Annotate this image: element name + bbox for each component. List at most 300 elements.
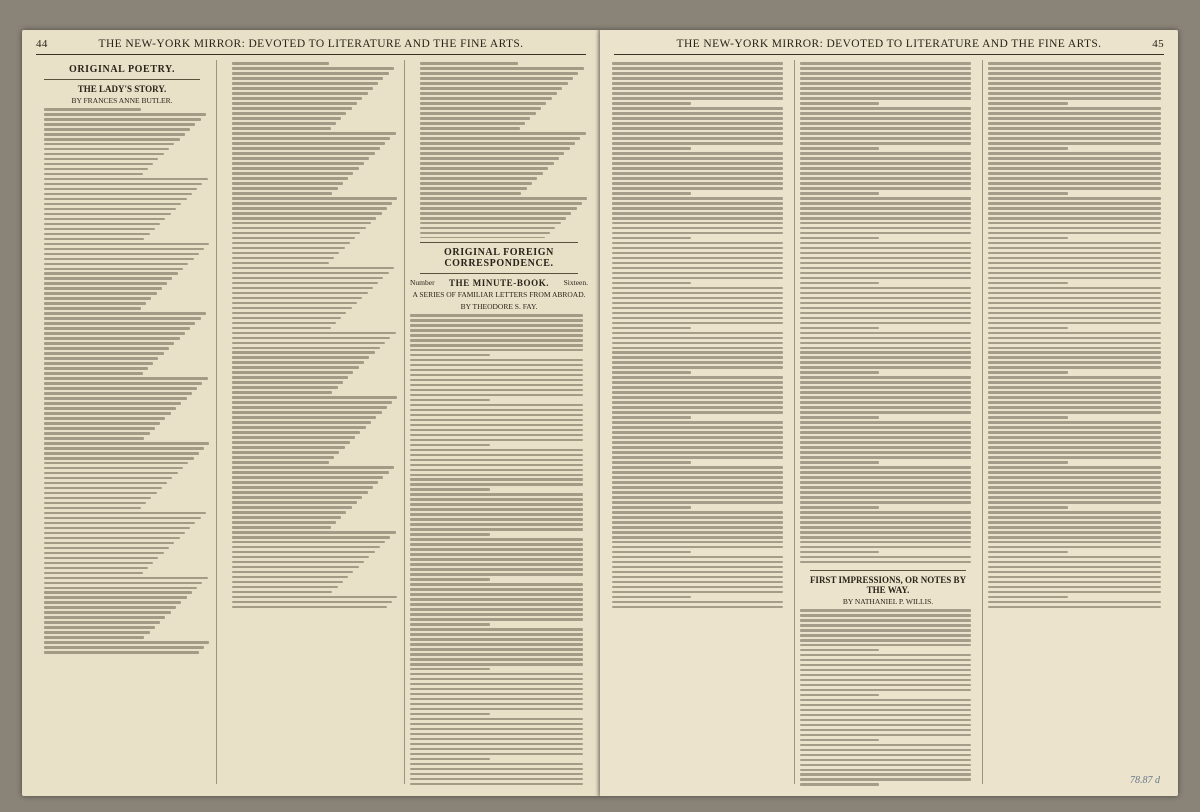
text-line <box>800 62 971 65</box>
text-line <box>988 187 1161 190</box>
text-line <box>232 312 346 315</box>
text-line <box>232 576 348 579</box>
text-line <box>612 122 783 125</box>
text-line <box>44 332 185 335</box>
pencil-annotation: 78.87 d <box>1130 775 1160 786</box>
text-line <box>420 192 521 195</box>
text-line <box>800 267 971 270</box>
series-subtitle: A SERIES OF FAMILIAR LETTERS FROM ABROAD. <box>412 290 586 299</box>
text-line <box>612 237 691 240</box>
text-line <box>988 202 1161 205</box>
letter-and-article-column <box>800 60 976 786</box>
text-line <box>800 481 971 484</box>
text-line <box>988 112 1161 115</box>
poem-text-block <box>34 108 210 654</box>
text-line <box>988 441 1161 444</box>
text-line <box>410 488 490 491</box>
text-line <box>44 342 174 345</box>
text-line <box>800 511 971 514</box>
text-line <box>44 467 183 470</box>
text-line <box>988 401 1161 404</box>
text-line <box>612 456 783 459</box>
poem-title: THE LADY'S STORY. <box>77 84 167 94</box>
text-line <box>44 412 171 415</box>
text-line <box>232 67 394 70</box>
text-line <box>612 601 783 604</box>
text-line <box>988 272 1161 275</box>
text-line <box>800 302 971 305</box>
text-line <box>410 409 583 412</box>
text-line <box>800 132 971 135</box>
text-line <box>232 601 392 604</box>
text-line <box>612 536 783 539</box>
text-line <box>232 411 382 414</box>
text-line <box>232 416 376 419</box>
text-line <box>232 237 355 240</box>
text-line <box>232 406 387 409</box>
text-line <box>420 157 559 160</box>
article-continued-column <box>988 60 1166 786</box>
text-line <box>410 588 583 591</box>
text-line <box>410 319 583 322</box>
text-line <box>988 446 1161 449</box>
text-line <box>612 117 783 120</box>
text-line <box>44 532 185 535</box>
right-page <box>600 30 1178 796</box>
text-line <box>410 314 583 317</box>
text-line <box>44 557 158 560</box>
text-line <box>420 197 587 200</box>
text-line <box>44 248 204 251</box>
text-line <box>232 202 392 205</box>
letter-text-block <box>410 314 588 786</box>
text-line <box>612 361 783 364</box>
text-line <box>232 446 345 449</box>
text-line <box>612 416 691 419</box>
text-line <box>800 486 971 489</box>
text-line <box>410 643 583 646</box>
text-line <box>800 541 971 544</box>
text-line <box>800 257 971 260</box>
text-line <box>612 137 783 140</box>
text-line <box>410 573 583 576</box>
text-line <box>232 132 396 135</box>
text-line <box>612 87 783 90</box>
text-line <box>612 177 783 180</box>
text-line <box>420 82 568 85</box>
text-line <box>232 421 371 424</box>
text-line <box>800 629 971 632</box>
text-line <box>232 332 396 335</box>
text-line <box>988 546 1161 549</box>
text-line <box>800 496 971 499</box>
text-line <box>988 122 1161 125</box>
text-line <box>988 601 1161 604</box>
text-line <box>800 317 971 320</box>
text-line <box>800 516 971 519</box>
text-line <box>410 424 583 427</box>
text-line <box>232 366 359 369</box>
text-line <box>232 137 390 140</box>
text-line <box>44 611 171 614</box>
text-line <box>800 689 971 692</box>
text-line <box>44 233 150 236</box>
text-line <box>988 496 1161 499</box>
section-rule <box>810 570 966 571</box>
text-line <box>44 178 208 181</box>
text-line <box>420 87 562 90</box>
text-line <box>612 212 783 215</box>
text-line <box>800 619 971 622</box>
text-line <box>612 252 783 255</box>
text-line <box>800 337 971 340</box>
text-line <box>232 356 369 359</box>
text-line <box>612 297 783 300</box>
text-line <box>232 77 383 80</box>
text-line <box>988 117 1161 120</box>
text-line <box>232 381 343 384</box>
text-line <box>800 506 879 509</box>
text-line <box>800 102 879 105</box>
text-line <box>44 302 146 305</box>
text-line <box>612 342 783 345</box>
text-line <box>988 197 1161 200</box>
text-line <box>988 356 1161 359</box>
text-line <box>800 624 971 627</box>
column-rule <box>794 60 795 784</box>
text-line <box>612 292 783 295</box>
text-line <box>44 437 144 440</box>
text-line <box>420 232 550 235</box>
text-line <box>410 553 583 556</box>
text-line <box>612 541 783 544</box>
text-line <box>988 327 1068 330</box>
text-line <box>44 636 144 639</box>
text-line <box>800 347 971 350</box>
text-line <box>410 394 583 397</box>
text-line <box>232 401 392 404</box>
text-line <box>410 633 583 636</box>
text-line <box>800 739 879 742</box>
text-line <box>800 694 879 697</box>
text-line <box>232 127 331 130</box>
text-line <box>988 466 1161 469</box>
text-line <box>612 77 783 80</box>
column-rule <box>982 60 983 784</box>
text-line <box>410 753 583 756</box>
text-line <box>44 387 197 390</box>
text-line <box>410 354 490 357</box>
right-page-header <box>614 38 1164 55</box>
text-line <box>800 287 971 290</box>
text-line <box>232 97 362 100</box>
text-line <box>44 497 151 500</box>
text-line <box>800 282 879 285</box>
text-line <box>44 322 195 325</box>
text-line <box>232 481 378 484</box>
text-line <box>44 477 172 480</box>
text-line <box>612 371 691 374</box>
text-line <box>612 107 783 110</box>
text-line <box>800 501 971 504</box>
text-line <box>410 493 583 496</box>
text-line <box>800 669 971 672</box>
text-line <box>232 257 334 260</box>
text-line <box>800 202 971 205</box>
text-line <box>232 556 369 559</box>
text-line <box>44 352 164 355</box>
text-line <box>612 471 783 474</box>
text-line <box>232 107 352 110</box>
text-line <box>44 402 181 405</box>
text-line <box>44 307 141 310</box>
text-line <box>612 157 783 160</box>
text-line <box>410 728 583 731</box>
text-line <box>612 307 783 310</box>
text-line <box>410 593 583 596</box>
text-line <box>800 172 971 175</box>
text-line <box>612 531 783 534</box>
text-line <box>232 217 376 220</box>
text-line <box>612 182 783 185</box>
text-line <box>44 362 153 365</box>
text-line <box>232 391 332 394</box>
text-line <box>988 72 1161 75</box>
text-line <box>232 501 357 504</box>
text-line <box>800 674 971 677</box>
text-line <box>232 317 341 320</box>
text-line <box>612 152 783 155</box>
text-line <box>988 521 1161 524</box>
text-line <box>410 628 583 631</box>
text-line <box>800 644 971 647</box>
text-line <box>800 252 971 255</box>
text-line <box>44 417 165 420</box>
text-line <box>232 476 383 479</box>
text-line <box>612 436 783 439</box>
text-line <box>232 581 343 584</box>
left-page <box>22 30 600 796</box>
text-line <box>232 541 385 544</box>
text-line <box>988 451 1161 454</box>
text-line <box>410 678 583 681</box>
text-line <box>232 327 331 330</box>
text-line <box>410 723 583 726</box>
text-line <box>800 127 971 130</box>
text-line <box>612 322 783 325</box>
text-line <box>410 329 583 332</box>
text-line <box>410 743 583 746</box>
text-line <box>44 547 169 550</box>
text-line <box>612 441 783 444</box>
text-line <box>988 222 1161 225</box>
text-line <box>612 411 783 414</box>
letter-text-block <box>612 62 788 608</box>
text-line <box>988 82 1161 85</box>
text-line <box>612 337 783 340</box>
text-line <box>410 608 583 611</box>
series-number: Sixteen. <box>563 278 588 287</box>
text-line <box>612 217 783 220</box>
text-line <box>410 558 583 561</box>
text-line <box>232 157 369 160</box>
text-line <box>410 469 583 472</box>
text-line <box>44 527 190 530</box>
text-line <box>988 232 1161 235</box>
text-line <box>800 729 971 732</box>
text-line <box>988 87 1161 90</box>
text-line <box>44 512 206 515</box>
text-line <box>988 581 1161 584</box>
text-line <box>232 207 387 210</box>
text-line <box>800 704 971 707</box>
text-line <box>988 351 1161 354</box>
text-line <box>612 571 783 574</box>
text-line <box>44 223 160 226</box>
text-line <box>612 526 783 529</box>
text-line <box>232 247 345 250</box>
text-line <box>800 526 971 529</box>
text-line <box>420 162 554 165</box>
text-line <box>800 426 971 429</box>
text-line <box>44 173 143 176</box>
text-line <box>44 641 209 644</box>
text-line <box>988 67 1161 70</box>
text-line <box>420 207 577 210</box>
text-line <box>410 339 583 342</box>
text-line <box>988 491 1161 494</box>
text-line <box>44 287 162 290</box>
text-line <box>988 586 1161 589</box>
text-line <box>410 658 583 661</box>
text-line <box>44 442 209 445</box>
text-line <box>420 102 546 105</box>
text-line <box>232 461 329 464</box>
text-line <box>800 187 971 190</box>
text-line <box>988 317 1161 320</box>
text-line <box>800 152 971 155</box>
text-line <box>612 356 783 359</box>
text-line <box>612 112 783 115</box>
text-line <box>988 511 1161 514</box>
text-line <box>988 566 1161 569</box>
text-line <box>232 282 378 285</box>
text-line <box>612 556 783 559</box>
text-line <box>232 147 380 150</box>
text-line <box>800 217 971 220</box>
left-page-header <box>36 38 586 55</box>
text-line <box>420 227 555 230</box>
text-line <box>988 551 1068 554</box>
poem-author: BY FRANCES ANNE BUTLER. <box>71 96 173 105</box>
text-line <box>44 228 155 231</box>
text-line <box>800 491 971 494</box>
text-line <box>410 693 583 696</box>
text-line <box>612 257 783 260</box>
text-line <box>800 277 971 280</box>
text-line <box>988 107 1161 110</box>
text-line <box>410 344 583 347</box>
text-line <box>612 561 783 564</box>
text-line <box>410 738 583 741</box>
text-line <box>800 406 971 409</box>
section-rule <box>44 79 200 80</box>
text-line <box>44 143 174 146</box>
text-line <box>800 551 879 554</box>
text-line <box>420 212 571 215</box>
text-line <box>800 521 971 524</box>
text-line <box>800 391 971 394</box>
text-line <box>410 464 583 467</box>
text-line <box>612 102 691 105</box>
text-line <box>800 609 971 612</box>
text-line <box>800 461 879 464</box>
text-line <box>612 187 783 190</box>
text-line <box>612 162 783 165</box>
text-line <box>988 501 1161 504</box>
poem-text-block <box>222 62 398 608</box>
text-line <box>410 563 583 566</box>
text-line <box>800 536 971 539</box>
text-line <box>410 638 583 641</box>
text-line <box>410 578 490 581</box>
text-line <box>410 429 583 432</box>
text-line <box>44 263 188 266</box>
text-line <box>800 366 971 369</box>
text-line <box>44 626 155 629</box>
text-line <box>232 177 348 180</box>
text-line <box>612 406 783 409</box>
left-running-title: THE NEW-YORK MIRROR: DEVOTED TO LITERATURE AND THE FINE ARTS. <box>98 38 524 50</box>
text-line <box>410 523 583 526</box>
text-line <box>800 684 971 687</box>
series-title: THE MINUTE-BOOK. <box>449 278 550 288</box>
text-line <box>420 72 578 75</box>
text-line <box>800 376 971 379</box>
text-line <box>612 426 783 429</box>
text-line <box>800 167 971 170</box>
text-line <box>420 137 580 140</box>
text-line <box>988 207 1161 210</box>
text-line <box>44 631 150 634</box>
text-line <box>988 252 1161 255</box>
text-line <box>800 332 971 335</box>
text-line <box>800 421 971 424</box>
text-line <box>612 62 783 65</box>
text-line <box>232 606 387 609</box>
text-line <box>410 374 583 377</box>
text-line <box>44 646 204 649</box>
text-line <box>232 267 394 270</box>
text-line <box>44 128 190 131</box>
text-line <box>410 653 583 656</box>
text-line <box>988 302 1161 305</box>
text-line <box>44 616 165 619</box>
text-line <box>612 446 783 449</box>
text-line <box>612 332 783 335</box>
text-line <box>800 327 879 330</box>
text-line <box>988 97 1161 100</box>
text-line <box>44 243 209 246</box>
text-line <box>800 97 971 100</box>
text-line <box>612 167 783 170</box>
text-line <box>800 232 971 235</box>
text-line <box>988 506 1068 509</box>
text-line <box>612 551 691 554</box>
text-line <box>410 783 583 786</box>
text-line <box>800 177 971 180</box>
text-line <box>612 247 783 250</box>
